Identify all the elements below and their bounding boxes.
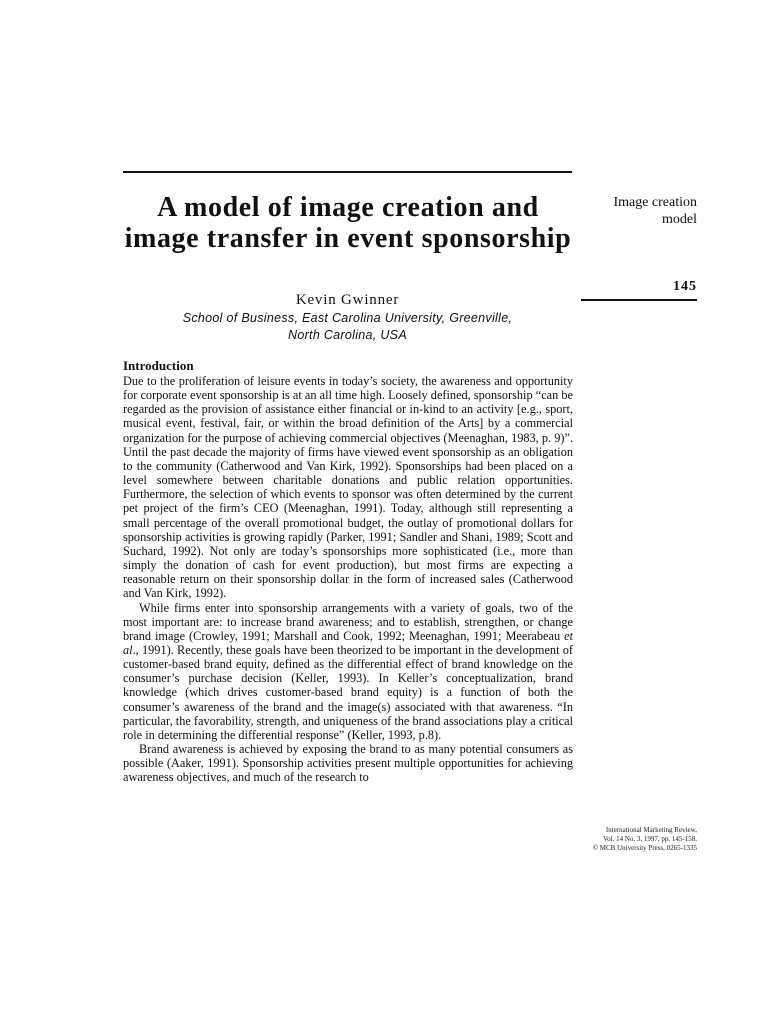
running-title-line: Image creation bbox=[613, 195, 697, 210]
affiliation-line: School of Business, East Carolina University, Greenville, bbox=[182, 311, 513, 325]
sidebar-divider bbox=[581, 299, 697, 301]
et-al-italic: et al bbox=[123, 628, 573, 657]
author-affiliation bbox=[123, 310, 572, 344]
top-divider bbox=[123, 171, 572, 173]
running-title-line: model bbox=[662, 212, 697, 227]
affiliation-line: North Carolina, USA bbox=[288, 328, 407, 342]
section-heading: Introduction bbox=[123, 358, 194, 373]
body-paragraph bbox=[123, 601, 573, 743]
running-title bbox=[581, 194, 697, 228]
page-number: 145 bbox=[673, 279, 697, 294]
article-body bbox=[123, 358, 573, 785]
citation-line: © MCB University Press, 0265-1335 bbox=[592, 844, 697, 852]
citation-line: Vol. 14 No. 3, 1997, pp. 145-158. bbox=[603, 835, 697, 843]
body-paragraph: Due to the proliferation of leisure events in today’s society, the awareness and opportunity for corporate event sponsorship is at an all time high. Loosely defined, sponsorship “can be regarded as the provision of assistance either financial or in-kind to an activity [e.g., sport, musical event, festival, fair, or within the broad definition of the Arts] by a commercial organization for the purpose of achieving commercial objectives (Meenaghan, 1983, p. 9)”. Until the past decade the majority of firms have viewed event sponsorship as an obligation to the community (Catherwood and Van Kirk, 1992). Sponsorships had been placed on a level somewhere between charitable donations and public relation opportunities. Furthermore, the selection of which events to sponsor was often determined by the current pet project of the firm’s CEO (Meenaghan, 1991). Today, although still representing a small percentage of the overall promotional budget, the outlay of promotional dollars for sponsorship activities is growing rapidly (Parker, 1991; Sandler and Shani, 1989; Scott and Suchard, 1992). Not only are today’s sponsorships more sophisticated (i.e., more than simply the donation of cash for event production), but most firms are expecting a reasonable return on their sponsorship dollar in the form of increased sales (Catherwood and Van Kirk, 1992). bbox=[123, 374, 573, 601]
body-paragraph: Brand awareness is achieved by exposing the brand to as many potential consumers as possible (Aaker, 1991). Sponsorship activities present multiple opportunities for achieving awareness objectives, and much of the research to bbox=[123, 742, 573, 785]
article-title: A model of image creation and image transfer in event sponsorship bbox=[124, 192, 572, 254]
paragraph-text: ., 1991). Recently, these goals have been theorized to be important in the development of customer-based brand equity, defined as the differential effect of brand knowledge on the consumer’s purchase decision (Keller, 1993). In Keller’s conceptualization, brand knowledge (which drives customer-based brand equity) is a function of both the consumer’s awareness of the brand and the image(s) associated with that awareness. “In particular, the favorability, strength, and uniqueness of the brand associations play a critical role in determining the differential response” (Keller, 1993, p.8). bbox=[123, 642, 573, 742]
author-name: Kevin Gwinner bbox=[295, 292, 400, 308]
paragraph-text: While firms enter into sponsorship arrangements with a variety of goals, two of the most important are: to increase brand awareness; and to establish, strengthen, or change brand image (Crowley, 1991; Marshall and Cook, 1992; Meenaghan, 1991; Meerabeau bbox=[123, 600, 573, 643]
journal-citation bbox=[574, 826, 697, 853]
citation-line: International Marketing Review, bbox=[605, 826, 697, 834]
